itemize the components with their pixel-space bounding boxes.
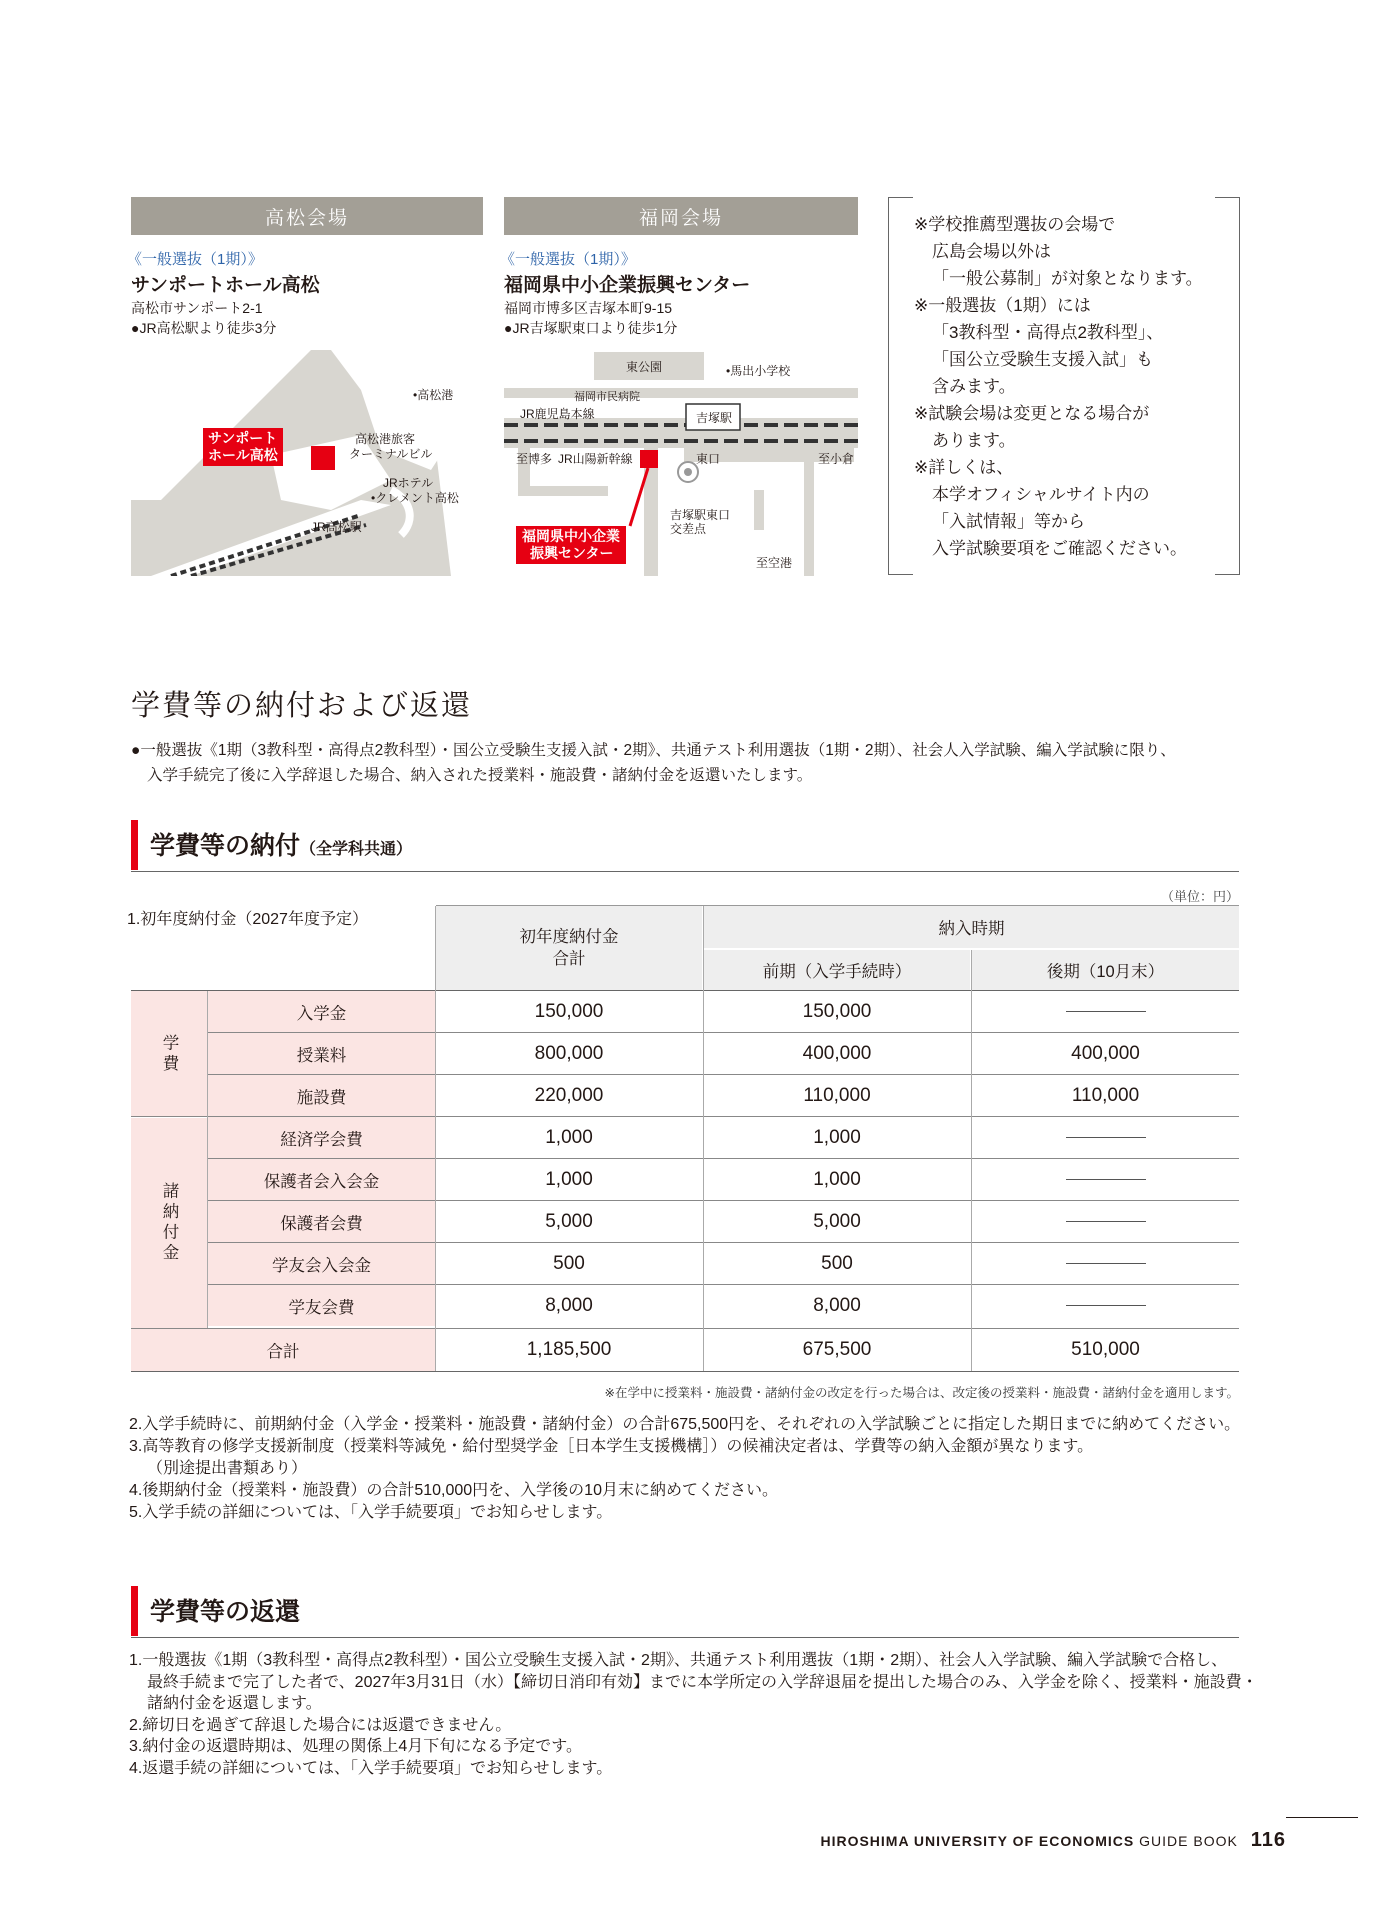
venue-notes-box	[888, 197, 1240, 573]
col-header-timing: 納入時期	[704, 906, 1239, 948]
row-item-label: 経済学会費	[208, 1117, 435, 1158]
venue-header-takamatsu: 高松会場	[131, 197, 483, 235]
venue-address-fukuoka: 福岡市博多区吉塚本町9-15	[504, 300, 673, 316]
refund-notes: 1.一般選抜《1期（3教科型・高得点2教科型）・国公立受験生支援入試・2期》、共通テスト利用選抜（1期・2期）、社会人入学試験、編入学試験で合格し、 最終手続まで完了した者で、2027年3月31日（水）【締切日消印有効】までに本学所定の入学辞退届を提出した場合のみ、入学金を除く、授業料・施設費・ 諸納付金を返還します。 2.締切日を過ぎて辞退した場合には返還できません。 3.納付金の返還時期は、処理の関係上4月下旬になる予定です。 4.返還手続の詳細については、「入学手続要項」でお知らせします。	[129, 1652, 1258, 1777]
not-applicable-dash	[1066, 1263, 1146, 1264]
payment-heading-rule	[131, 871, 1239, 872]
map-takamatsu-graphic	[131, 350, 483, 576]
row-first: 110,000	[803, 1084, 871, 1106]
row-second	[972, 1117, 1239, 1158]
row-second	[972, 1243, 1239, 1284]
table-vline-3	[971, 950, 972, 1371]
row-first: 1,000	[813, 1168, 861, 1190]
map-label-east-exit: 東口	[696, 452, 721, 466]
row-item-label: 施設費	[208, 1075, 435, 1116]
map-label-target-fukuoka: 福岡県中小企業 振興センター	[516, 526, 626, 564]
map-label-station-fukuoka: 吉塚駅	[696, 411, 733, 425]
total-second: 510,000	[1071, 1339, 1140, 1360]
not-applicable-dash	[1066, 1011, 1146, 1012]
row-first: 1,000	[813, 1126, 861, 1148]
row-total: 150,000	[534, 1000, 604, 1022]
map-label-sanyo-line: JR山陽新幹線	[558, 452, 633, 466]
row-total: 8,000	[545, 1294, 593, 1316]
not-applicable-dash	[1066, 1137, 1146, 1138]
row-first: 8,000	[813, 1294, 861, 1316]
total-label: 合計	[131, 1329, 435, 1371]
total-first: 675,500	[802, 1339, 872, 1360]
table-vline-1	[435, 906, 436, 1371]
refund-heading: 学費等の返還	[150, 1598, 301, 1626]
row-item-label: 学友会費	[208, 1285, 435, 1326]
row-first: 150,000	[802, 1000, 872, 1022]
table-title: 1.初年度納付金（2027年度予定）	[127, 911, 368, 928]
refund-heading-rule	[131, 1637, 1239, 1638]
map-label-port: •高松港	[413, 388, 454, 402]
payment-notes: 2.入学手続時に、前期納付金（入学金・授業料・施設費・諸納付金）の合計675,500円を、それぞれの入学試験ごとに指定した期日までに納めてください。 3.高等教育の修学支援新制度（授業料等減免・給付型奨学金［日本学生支援機構］）の候補決定者は、学費等の納入金額が異なります。 （別途提出書類あり） 4.後期納付金（授業料・施設費）の合計510,000円を、入学後の10月末に納めてください。 5.入学手続の詳細については、「入学手続要項」でお知らせします。	[129, 1416, 1241, 1521]
venue-exam-takamatsu: 《一般選抜（1期）》	[127, 251, 263, 268]
not-applicable-dash	[1066, 1221, 1146, 1222]
payment-heading: 学費等の納付（全学科共通）	[150, 832, 413, 860]
row-item-label: 学友会入会金	[208, 1243, 435, 1284]
row-total: 5,000	[545, 1210, 593, 1232]
group-fees: 諸納付金	[131, 1118, 207, 1328]
total-sum: 1,185,500	[526, 1339, 612, 1360]
col-header-second: 後期（10月末）	[972, 950, 1239, 990]
row-item-label: 授業料	[208, 1033, 435, 1074]
footer-guide: GUIDE BOOK	[1139, 1833, 1238, 1849]
row-second: 400,000	[1071, 1042, 1140, 1064]
row-second	[972, 1285, 1239, 1326]
section-title: 学費等の納付および返還	[131, 688, 473, 722]
map-label-school: •馬出小学校	[726, 364, 791, 378]
row-item-label: 保護者会入会金	[208, 1159, 435, 1200]
footer	[820, 1829, 1286, 1852]
table-body-top-line	[131, 990, 1239, 991]
payment-heading-bar	[131, 820, 138, 870]
row-item-label: 入学金	[208, 991, 435, 1032]
col-header-first: 前期（入学手続時）	[704, 950, 970, 990]
group-tuition: 学費	[131, 991, 207, 1117]
table-top-line	[436, 905, 1239, 906]
page-number: 116	[1250, 1829, 1286, 1851]
venue-access-fukuoka: ●JR吉塚駅東口より徒歩1分	[504, 320, 678, 336]
footer-school: HIROSHIMA UNIVERSITY OF ECONOMICS	[820, 1833, 1135, 1849]
row-first: 5,000	[813, 1210, 861, 1232]
map-fukuoka	[504, 350, 858, 576]
map-label-station-takamatsu: JR高松駅	[311, 520, 362, 534]
map-label-kagoshima-line: JR鹿児島本線	[520, 407, 595, 421]
map-label-to-hakata: 至博多	[516, 452, 553, 466]
row-total: 500	[553, 1252, 585, 1274]
table-vline-2	[703, 906, 704, 1371]
col-header-total: 初年度納付金 合計	[436, 906, 702, 990]
venue-notes: ※学校推薦型選抜の会場で 広島会場以外は 「一般公募制」が対象となります。 ※一般選抜（1期）には 「3教科型・高得点2教科型」、 「国公立受験生支援入試」も 含みます。 ※試験会場は変更となる場合が あります。 ※詳しくは、 本学オフィシャルサイト内の 「入試情報」等から 入学試験要項をご確認ください。	[914, 215, 1203, 558]
map-label-park: 東公園	[626, 360, 663, 374]
row-second	[972, 991, 1239, 1032]
row-first: 500	[821, 1252, 853, 1274]
table-unit: （単位：円）	[1160, 889, 1239, 904]
footer-rule	[1286, 1817, 1358, 1818]
venue-name-fukuoka: 福岡県中小企業振興センター	[504, 275, 751, 296]
row-second: 110,000	[1071, 1084, 1140, 1106]
row-total: 220,000	[534, 1084, 604, 1106]
venue-address-takamatsu: 高松市サンポート2-1	[131, 300, 263, 316]
venue-header-fukuoka: 福岡会場	[504, 197, 858, 235]
row-total: 1,000	[545, 1168, 593, 1190]
table-vline-group	[207, 991, 208, 1328]
row-total: 1,000	[545, 1126, 593, 1148]
map-label-crossing: 吉塚駅東口 交差点	[670, 508, 731, 536]
row-item-label: 保護者会費	[208, 1201, 435, 1242]
map-label-hotel: JRホテル •クレメント高松	[371, 476, 459, 505]
table-bottom-line	[131, 1371, 1239, 1372]
refund-heading-bar	[131, 1586, 138, 1636]
map-label-target-takamatsu: サンポート ホール高松	[203, 428, 283, 466]
row-total: 800,000	[534, 1042, 604, 1064]
not-applicable-dash	[1066, 1305, 1146, 1306]
row-second	[972, 1159, 1239, 1200]
map-label-hospital: 福岡市民病院	[574, 391, 640, 403]
map-label-to-airport: 至空港	[756, 556, 793, 570]
table-footnote: ※在学中に授業料・施設費・諸納付金の改定を行った場合は、改定後の授業料・施設費・諸納付金を適用します。	[604, 1386, 1239, 1400]
map-label-terminal: 高松港旅客 ターミナルビル	[349, 432, 433, 461]
venue-name-takamatsu: サンポートホール高松	[131, 275, 320, 296]
not-applicable-dash	[1066, 1179, 1146, 1180]
map-takamatsu	[131, 350, 483, 576]
venue-access-takamatsu: ●JR高松駅より徒歩3分	[131, 320, 277, 336]
venue-exam-fukuoka: 《一般選抜（1期）》	[500, 251, 636, 268]
map-label-to-kokura: 至小倉	[818, 452, 855, 466]
row-first: 400,000	[802, 1042, 872, 1064]
section-intro: ●一般選抜《1期（3教科型・高得点2教科型）・国公立受験生支援入試・2期》、共通テスト利用選抜（1期・2期）、社会人入学試験、編入学試験に限り、 入学手続完了後に入学辞退した場合、納入された授業料・施設費・諸納付金を返還いたします。	[131, 742, 1176, 784]
row-second	[972, 1201, 1239, 1242]
